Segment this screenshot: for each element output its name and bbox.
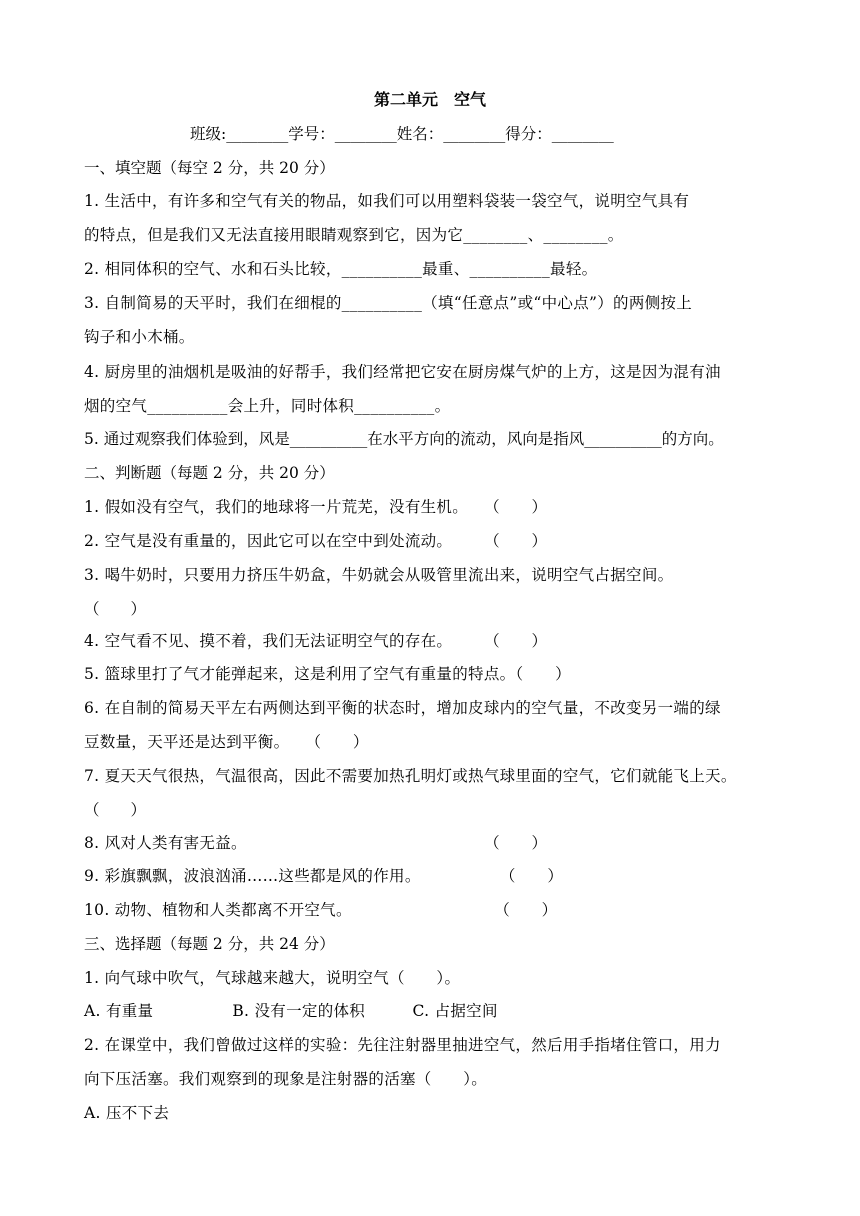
question-text: 烟的空气__________会上升，同时体积__________。 bbox=[84, 397, 451, 415]
answer-bracket: （ ） bbox=[84, 600, 147, 618]
question-text: 5. 通过观察我们体验到，风是__________在水平方向的流动，风向是指风__________的方向。 bbox=[84, 430, 724, 448]
question-text: 6. 在自制的简易天平左右两侧达到平衡的状态时，增加皮球内的空气量，不改变另一端的绿 bbox=[84, 699, 721, 717]
section-heading-fill-blank: 一、填空题（每空 2 分，共 20 分） bbox=[84, 159, 335, 177]
student-info-line: 班级:________学号：________姓名：________得分：________ bbox=[190, 125, 614, 143]
question-text: 3. 自制简易的天平时，我们在细棍的__________（填“任意点”或“中心点”）的两侧按上 bbox=[84, 294, 693, 312]
question-text: 1. 向气球中吹气，气球越来越大，说明空气（ ）。 bbox=[84, 969, 461, 987]
page-title: 第二单元 空气 bbox=[373, 90, 486, 109]
question-text: 3. 喝牛奶时，只要用力挤压牛奶盒，牛奶就会从吸管里流出来，说明空气占据空间。 bbox=[84, 566, 674, 584]
question-text: 1. 生活中，有许多和空气有关的物品，如我们可以用塑料袋装一袋空气，说明空气具有 bbox=[84, 192, 690, 210]
question-text: 4. 空气看不见、摸不着，我们无法证明空气的存在。 （ ） bbox=[84, 632, 548, 650]
question-text: 7. 夏天天气很热，气温很高，因此不需要加热孔明灯或热气球里面的空气，它们就能飞上天。 bbox=[84, 767, 737, 785]
question-text: 10. 动物、植物和人类都离不开空气。 （ ） bbox=[84, 901, 558, 919]
question-text: 8. 风对人类有害无益。 （ ） bbox=[84, 834, 548, 852]
question-text: 5. 篮球里打了气才能弹起来，这是利用了空气有重量的特点。（ ） bbox=[84, 665, 571, 683]
question-text: 2. 在课堂中，我们曾做过这样的实验：先往注射器里抽进空气，然后用手指堵住管口，用力 bbox=[84, 1036, 721, 1054]
question-text: 向下压活塞。我们观察到的现象是注射器的活塞（ ）。 bbox=[84, 1070, 488, 1088]
section-heading-true-false: 二、判断题（每题 2 分，共 20 分） bbox=[84, 464, 335, 482]
question-text: 的特点，但是我们又无法直接用眼睛观察到它，因为它________、________。 bbox=[84, 226, 624, 244]
question-text: 豆数量，天平还是达到平衡。 （ ） bbox=[84, 733, 369, 751]
answer-bracket: （ ） bbox=[84, 801, 147, 819]
answer-option: A. 压不下去 bbox=[84, 1104, 170, 1122]
question-text: 4. 厨房里的油烟机是吸油的好帮手，我们经常把它安在厨房煤气炉的上方，这是因为混有油 bbox=[84, 363, 721, 381]
section-heading-multiple-choice: 三、选择题（每题 2 分，共 24 分） bbox=[84, 935, 335, 953]
question-text: 2. 相同体积的空气、水和石头比较，__________最重、__________最轻。 bbox=[84, 260, 598, 278]
question-text: 钩子和小木桶。 bbox=[84, 328, 195, 346]
question-text: 2. 空气是没有重量的，因此它可以在空中到处流动。 （ ） bbox=[84, 532, 548, 550]
question-text: 9. 彩旗飘飘，波浪汹涌……这些都是风的作用。 （ ） bbox=[84, 867, 564, 885]
answer-options: A. 有重量 B. 没有一定的体积 C. 占据空间 bbox=[84, 1002, 498, 1020]
question-text: 1. 假如没有空气，我们的地球将一片荒芜，没有生机。 （ ） bbox=[84, 498, 548, 516]
